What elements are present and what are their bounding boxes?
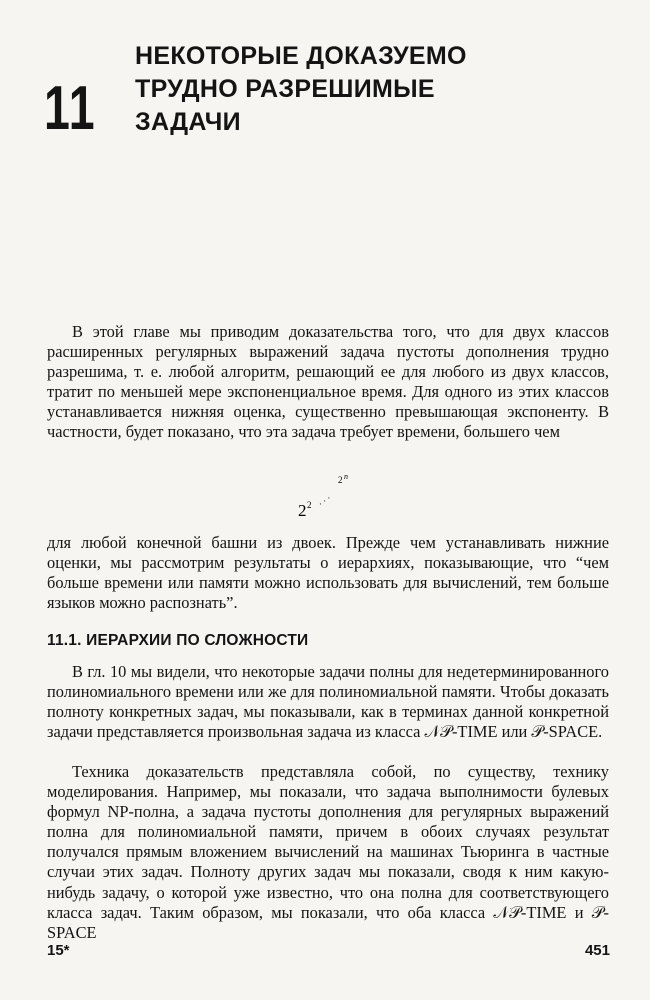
formula-base: 2	[298, 501, 307, 520]
chapter-title-line: НЕКОТОРЫЕ ДОКАЗУЕМО	[135, 42, 467, 70]
chapter-number: 11	[44, 74, 97, 143]
formula-dots: · · ·	[316, 493, 334, 509]
chapter-title-line: ЗАДАЧИ	[135, 108, 241, 136]
section-heading: 11.1. ИЕРАРХИИ ПО СЛОЖНОСТИ	[47, 632, 309, 649]
power-tower-formula	[290, 470, 370, 520]
intro-paragraph: В этой главе мы приводим доказательства того, что для двух классов расширенных регулярных выражений задача пустоты дополнения трудно разрешима, т. е. любой алгоритм, решающий ее для любого из двух классов, тратит по меньшей мере экспоненциальное время. Для одного из этих классов устанавливается нижняя оценка, существенно превышающая экспоненту. В частности, будет показано, что эта задача требует времени, большего чем	[47, 322, 609, 442]
formula-low-exponent: 2	[307, 500, 312, 510]
formula-top-superscript: n	[344, 472, 348, 481]
formula-top-exponent: 2	[338, 475, 343, 485]
signature-mark: 15*	[47, 942, 70, 959]
chapter-title	[135, 40, 615, 139]
page-number: 451	[584, 942, 610, 959]
chapter-title-line: ТРУДНО РАЗРЕШИМЫЕ	[135, 75, 435, 103]
section-paragraph: В гл. 10 мы видели, что некоторые задачи полны для недетерминированного полиномиального времени или же для полиномиальной памяти. Чтобы доказать полноту конкретных задач, мы показывали, как в терминах данной конкретной задачи представляется произвольная задача из класса 𝒩𝒫-TIME или 𝒫-SPACE.	[47, 662, 609, 742]
section-paragraph: Техника доказательств представляла собой, по существу, технику моделирования. Например, мы показали, что задача выполнимости булевых формул NP-полна, а задача пустоты дополнения для регулярных выражений полна для полиномиальной памяти, причем в обоих случаях результат получался прямым вложением вычислений на машинах Тьюринга в частные случаи этих задач. Полноту других задач мы показали, сводя к ним какую-нибудь задачу, о которой уже известно, что она полна для соответствующего класса задач. Таким образом, мы показали, что оба класса 𝒩𝒫-TIME и 𝒫-SPACE	[47, 762, 609, 942]
intro-paragraph: для любой конечной башни из двоек. Прежде чем устанавливать нижние оценки, мы рассмотрим результаты о иерархиях, показывающие, что “чем больше времени или памяти можно использовать для вычислений, тем больше языков можно распознать”.	[47, 533, 609, 613]
